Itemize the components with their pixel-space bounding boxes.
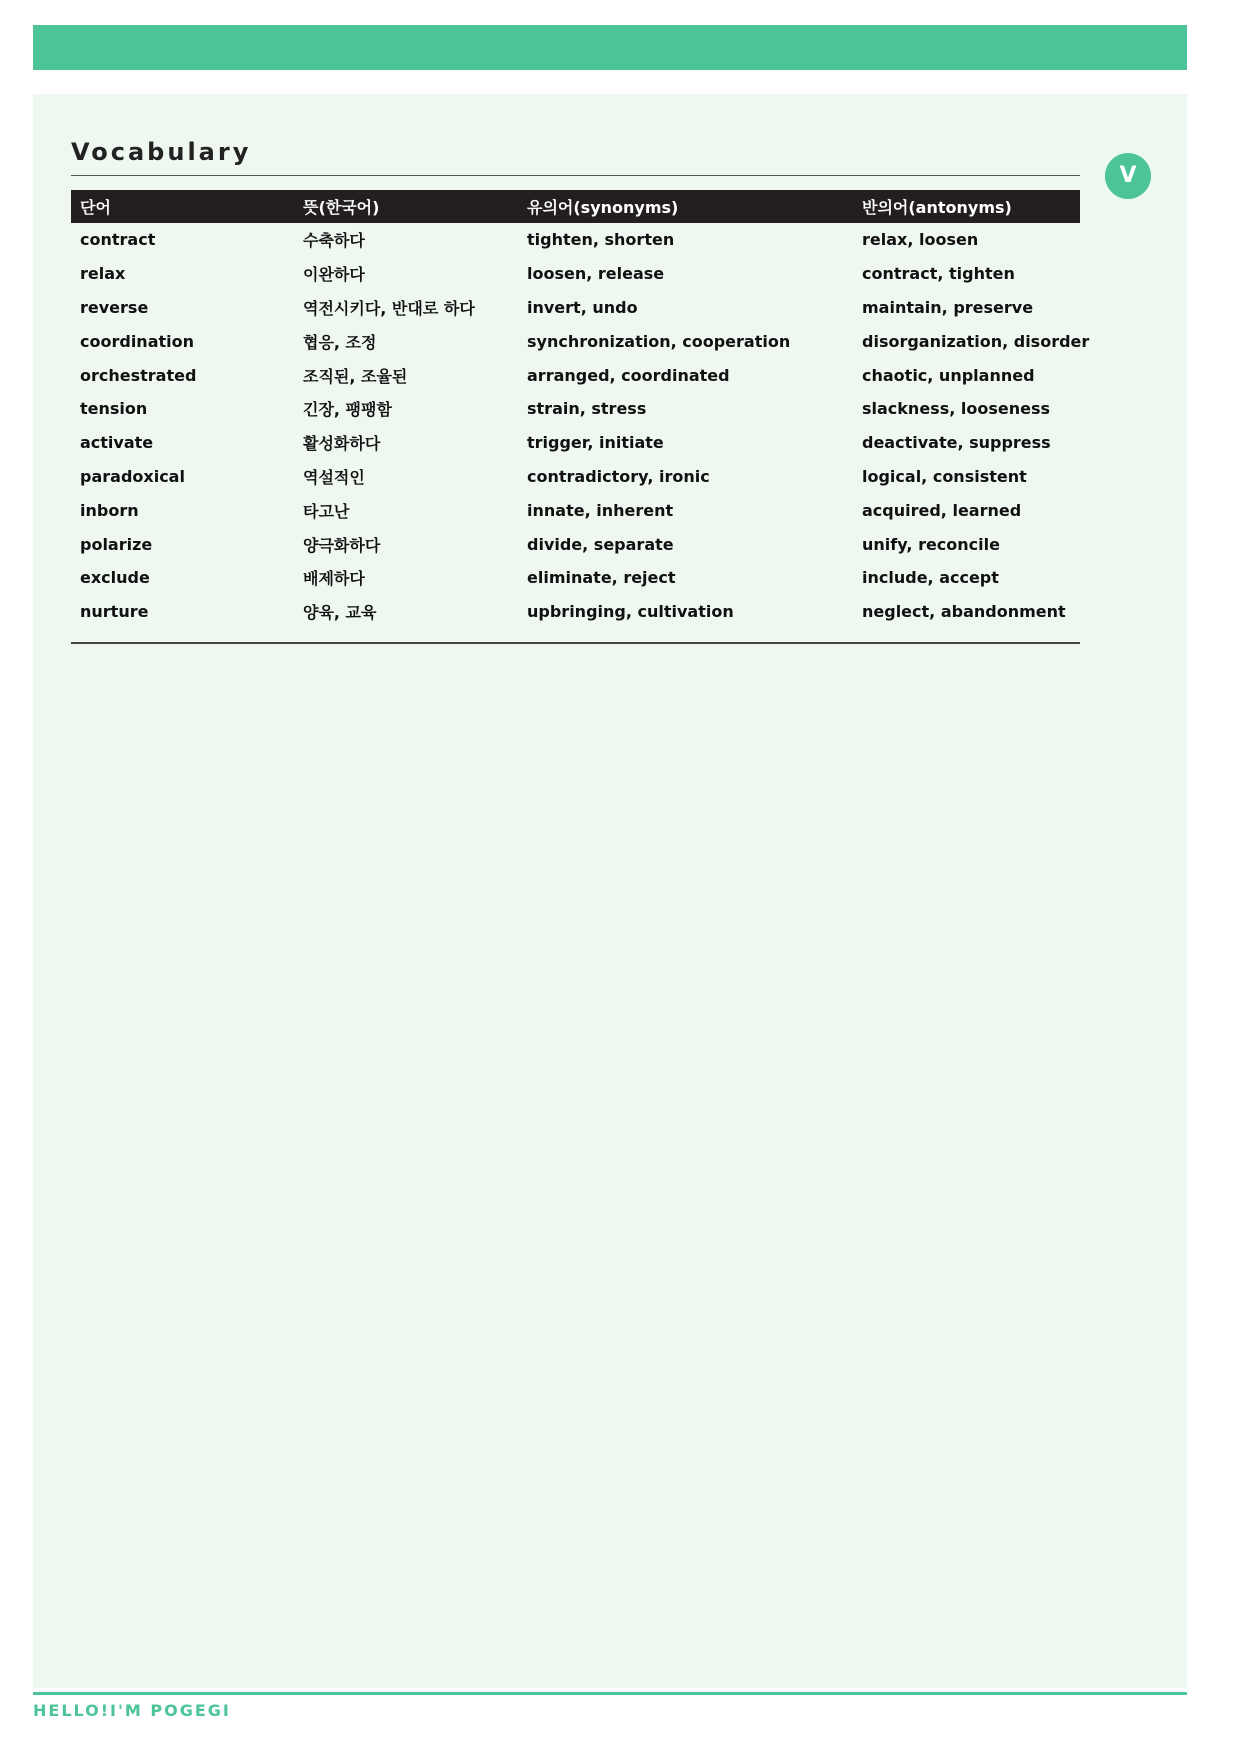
table-row [71, 493, 1080, 527]
word-cell: relax [80, 264, 126, 284]
word-cell: nurture [80, 602, 149, 622]
synonyms-cell: loosen, release [527, 264, 665, 284]
vocabulary-table [71, 190, 1090, 629]
synonyms-cell: divide, separate [527, 534, 674, 554]
meaning-cell: 활성화하다 [303, 434, 381, 454]
column-header-meaning: 뜻(한국어) [294, 190, 518, 223]
meaning-cell: 협응, 조정 [303, 332, 377, 352]
table-header-row [71, 190, 1080, 223]
synonyms-cell: invert, undo [527, 297, 638, 317]
meaning-cell: 수축하다 [303, 231, 365, 251]
meaning-cell: 양극화하다 [303, 535, 381, 555]
meaning-cell: 배제하다 [303, 569, 365, 589]
table-row [71, 595, 1080, 629]
word-cell: paradoxical [80, 466, 185, 486]
word-cell: tension [80, 399, 148, 419]
word-cell: polarize [80, 534, 153, 554]
footer-divider [33, 1692, 1187, 1695]
synonyms-cell: upbringing, cultivation [527, 602, 734, 622]
antonyms-cell: contract, tighten [862, 264, 1015, 284]
column-header-word: 단어 [71, 190, 294, 223]
column-header-synonyms: 유의어(synonyms) [518, 190, 853, 223]
synonyms-cell: trigger, initiate [527, 433, 664, 453]
synonyms-cell: synchronization, cooperation [527, 331, 791, 351]
antonyms-cell: maintain, preserve [862, 297, 1034, 317]
antonyms-cell: logical, consistent [862, 466, 1027, 486]
column-header-antonyms: 반의어(antonyms) [853, 190, 1080, 223]
antonyms-cell: unify, reconcile [862, 534, 1000, 554]
top-accent-bar [33, 25, 1187, 70]
word-cell: exclude [80, 568, 150, 588]
table-row [71, 358, 1080, 392]
table-row [71, 257, 1080, 291]
meaning-cell: 긴장, 팽팽함 [303, 400, 392, 420]
synonyms-cell: innate, inherent [527, 500, 674, 520]
section-badge: V [1105, 153, 1151, 199]
meaning-cell: 역전시키다, 반대로 하다 [303, 298, 475, 318]
antonyms-cell: slackness, looseness [862, 399, 1050, 419]
table-row [71, 223, 1080, 257]
footer-brand: HELLO!I'M POGEGI [33, 1701, 231, 1720]
meaning-cell: 타고난 [303, 501, 350, 521]
word-cell: reverse [80, 297, 149, 317]
meaning-cell: 이완하다 [303, 265, 365, 285]
section-title: Vocabulary [71, 138, 252, 166]
table-row [71, 460, 1080, 494]
word-cell: activate [80, 433, 154, 453]
table-row [71, 392, 1080, 426]
antonyms-cell: disorganization, disorder [862, 331, 1090, 351]
table-row [71, 426, 1080, 460]
table-row [71, 324, 1080, 358]
antonyms-cell: neglect, abandonment [862, 602, 1066, 622]
antonyms-cell: deactivate, suppress [862, 433, 1051, 453]
synonyms-cell: arranged, coordinated [527, 365, 730, 385]
word-cell: inborn [80, 500, 139, 520]
antonyms-cell: relax, loosen [862, 230, 979, 250]
antonyms-cell: include, accept [862, 568, 999, 588]
table-row [71, 561, 1080, 595]
word-cell: orchestrated [80, 365, 197, 385]
table-row [71, 527, 1080, 561]
title-divider [71, 175, 1080, 176]
synonyms-cell: eliminate, reject [527, 568, 676, 588]
synonyms-cell: strain, stress [527, 399, 647, 419]
meaning-cell: 양육, 교육 [303, 603, 377, 623]
synonyms-cell: contradictory, ironic [527, 466, 710, 486]
antonyms-cell: chaotic, unplanned [862, 365, 1035, 385]
word-cell: coordination [80, 331, 194, 351]
word-cell: contract [80, 230, 156, 250]
meaning-cell: 역설적인 [303, 467, 365, 487]
synonyms-cell: tighten, shorten [527, 230, 675, 250]
table-row [71, 291, 1080, 325]
meaning-cell: 조직된, 조율된 [303, 366, 408, 386]
table-bottom-divider [71, 642, 1080, 644]
antonyms-cell: acquired, learned [862, 500, 1022, 520]
